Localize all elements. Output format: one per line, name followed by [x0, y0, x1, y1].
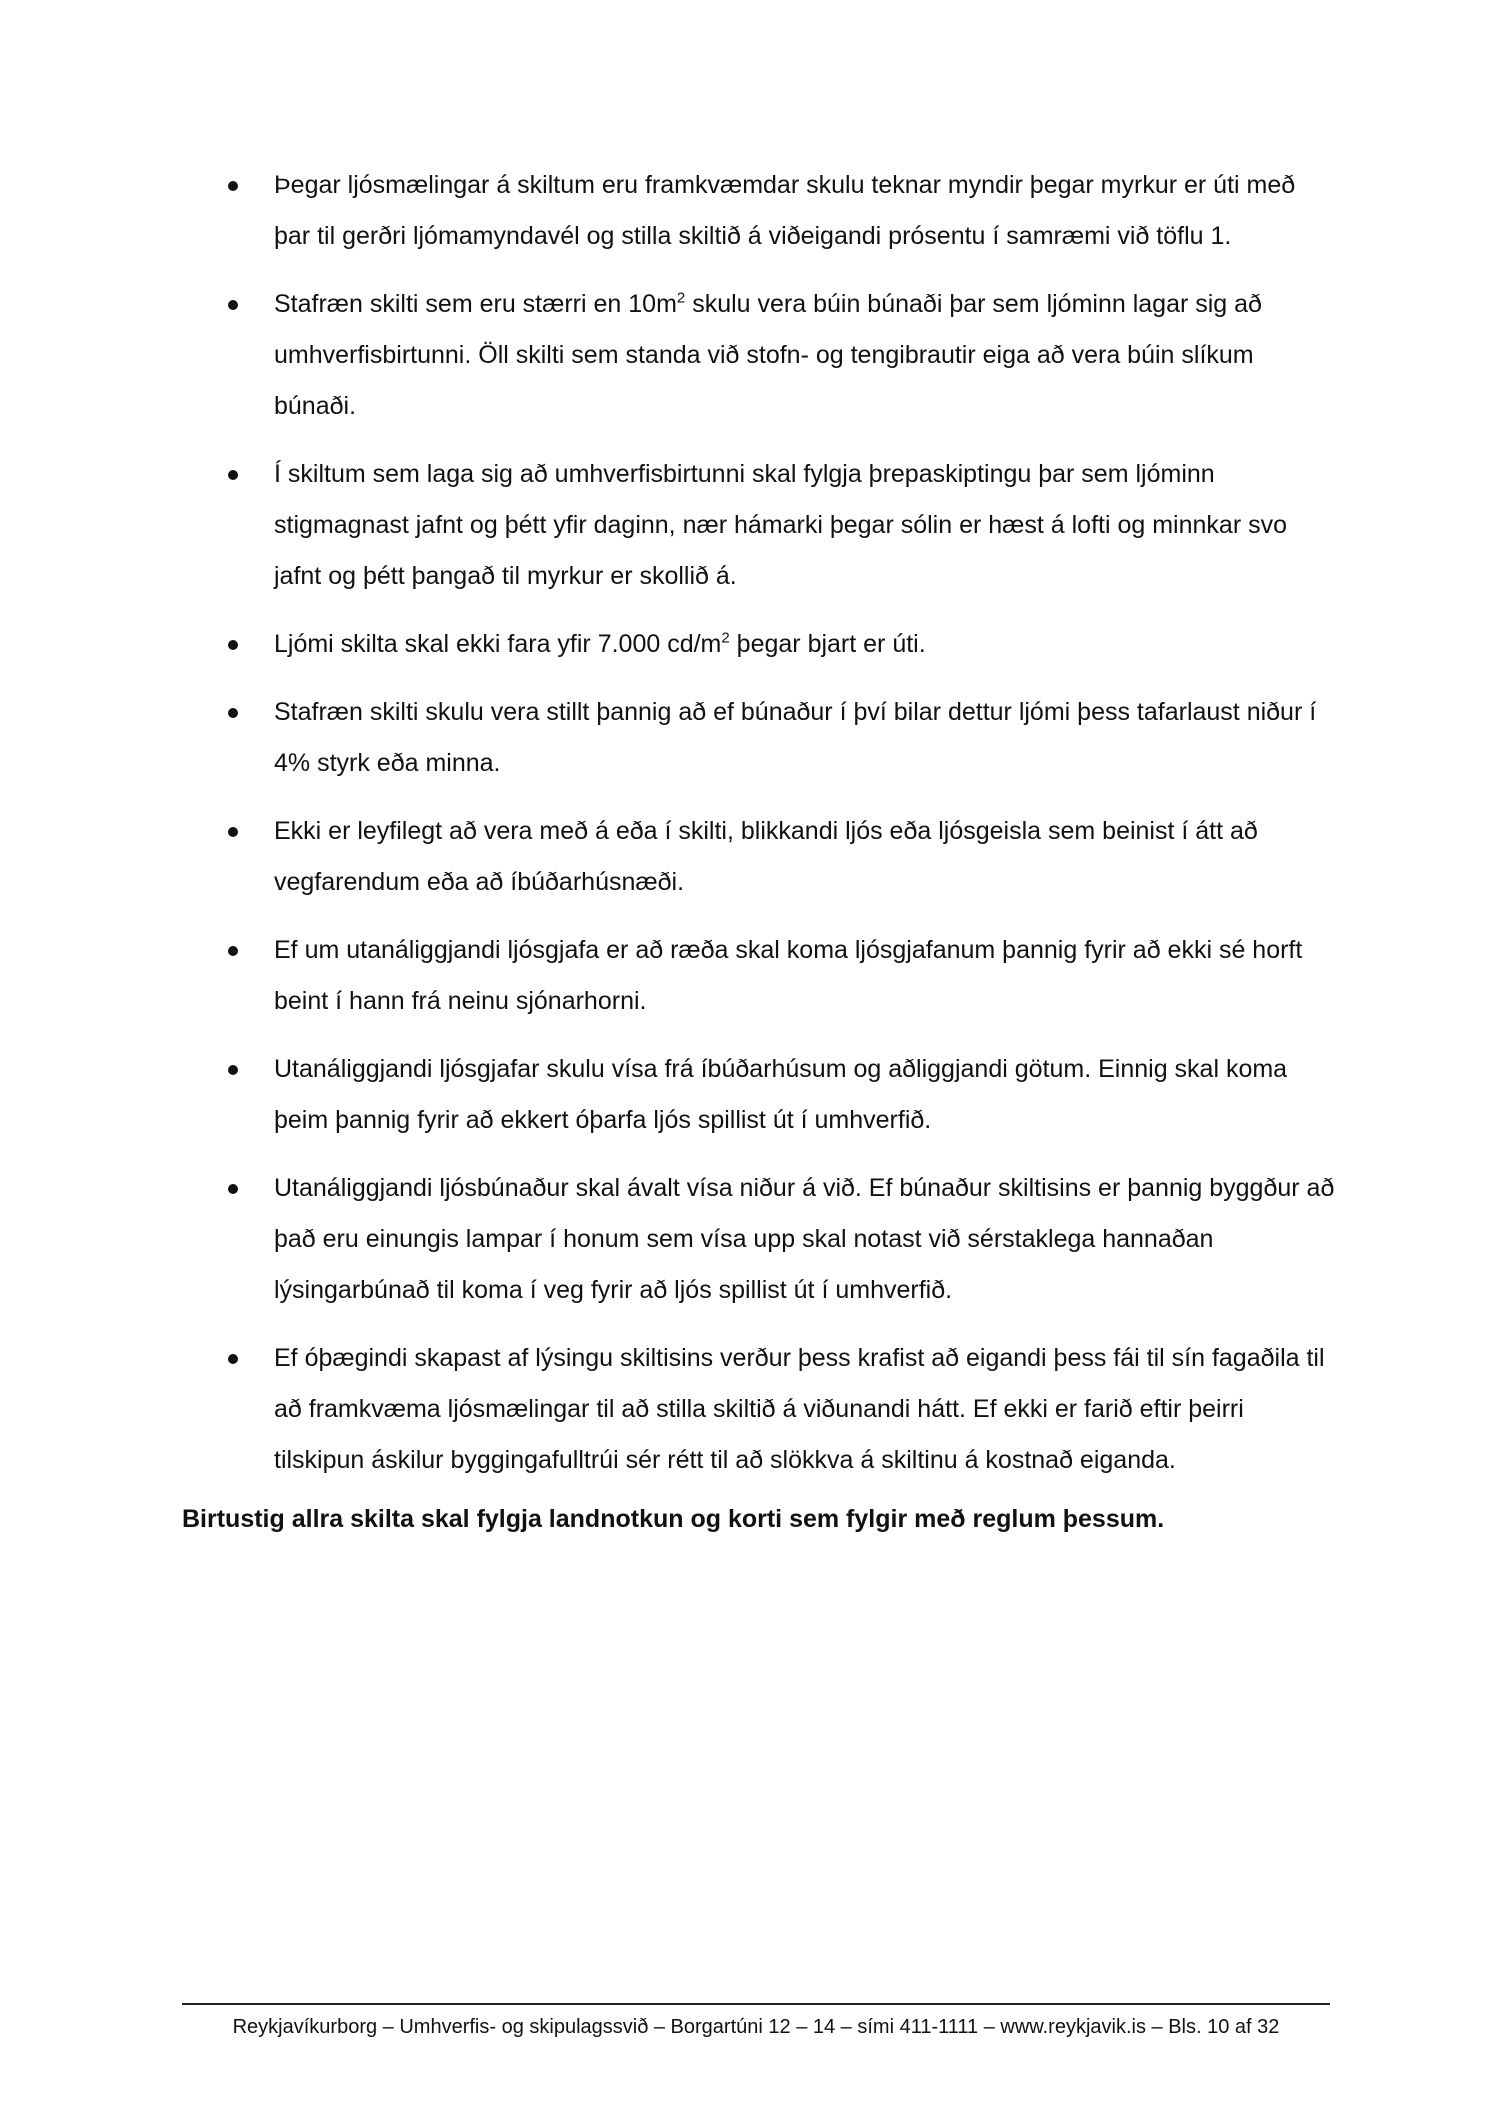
bullet-text: Ekki er leyfilegt að vera með á eða í skilti, blikkandi ljós eða ljósgeisla sem beinist í átt að vegfarendum eða að íbúðarhúsnæði. [274, 817, 1258, 896]
bullet-icon [228, 181, 238, 191]
bullet-text: Þegar ljósmælingar á skiltum eru framkvæmdar skulu teknar myndir þegar myrkur er úti með þar til gerðri ljómamyndavél og stilla skiltið á viðeigandi prósentu í samræmi við töflu 1. [274, 171, 1296, 250]
bullet-text: Utanáliggjandi ljósbúnaður skal ávalt vísa niður á við. Ef búnaður skiltisins er þannig byggður að það eru einungis lampar í honum sem vísa upp skal notast við sérstaklega hannaðan lýsingarbúnað til koma í veg fyrir að ljós spillist út í umhverfið. [274, 1174, 1335, 1304]
bullet-list [228, 160, 1338, 1503]
bullet-icon [228, 946, 238, 956]
bullet-text-part: Stafræn skilti sem eru stærri en 10m [274, 290, 677, 318]
list-item [228, 619, 1338, 670]
list-item [228, 160, 1338, 262]
bullet-text: Í skiltum sem laga sig að umhverfisbirtunni skal fylgja þrepaskiptingu þar sem ljóminn stigmagnast jafnt og þétt yfir daginn, nær hámarki þegar sólin er hæst á lofti og minnkar svo jafnt og þétt þangað til myrkur er skollið á. [274, 460, 1288, 590]
list-item [228, 279, 1338, 432]
bullet-text: Utanáliggjandi ljósgjafar skulu vísa frá íbúðarhúsum og aðliggjandi götum. Einnig skal koma þeim þannig fyrir að ekkert óþarfa ljós spillist út í umhverfið. [274, 1055, 1288, 1134]
footer-divider [182, 2003, 1330, 2005]
superscript: 2 [721, 629, 730, 647]
superscript: 2 [676, 289, 686, 307]
list-item [228, 449, 1338, 602]
page-footer: Reykjavíkurborg – Umhverfis- og skipulagssvið – Borgartúni 12 – 14 – sími 411-1111 – www.reykjavik.is – Bls. 10 af 32 [232, 2016, 1280, 2038]
list-item [228, 1044, 1338, 1146]
bullet-icon [228, 827, 238, 837]
bullet-icon [228, 1354, 238, 1364]
closing-statement: Birtustig allra skilta skal fylgja landnotkun og korti sem fylgir með reglum þessum. [182, 1505, 1165, 1533]
bullet-text-part: Ljómi skilta skal ekki fara yfir 7.000 cd/m [274, 630, 722, 658]
bullet-text-part: skulu vera búin búnaði þar sem ljóminn lagar sig að umhverfisbirtunni. Öll skilti sem standa við stofn- og tengibrautir eiga að vera búin slíkum búnaði. [274, 290, 1262, 420]
list-item [228, 1333, 1338, 1486]
bullet-icon [228, 470, 238, 480]
bullet-text: Ef um utanáliggjandi ljósgjafa er að ræða skal koma ljósgjafanum þannig fyrir að ekki sé horft beint í hann frá neinu sjónarhorni. [274, 936, 1303, 1015]
bullet-icon [228, 1184, 238, 1194]
list-item [228, 925, 1338, 1027]
bullet-icon [228, 640, 238, 650]
list-item [228, 806, 1338, 908]
bullet-text: Stafræn skilti skulu vera stillt þannig að ef búnaður í því bilar dettur ljómi þess tafarlaust niður í 4% styrk eða minna. [274, 698, 1317, 777]
list-item [228, 687, 1338, 789]
bullet-icon [228, 1065, 238, 1075]
list-item [228, 1163, 1338, 1316]
bullet-text-part: þegar bjart er úti. [729, 630, 926, 658]
bullet-text: Ef óþægindi skapast af lýsingu skiltisins verður þess krafist að eigandi þess fái til sín fagaðila til að framkvæma ljósmælingar til að stilla skiltið á viðunandi hátt. Ef ekki er farið eftir þeirri tilskipun áskilur byggingafulltrúi sér rétt til að slökkva á skiltinu á kostnað eiganda. [274, 1344, 1325, 1474]
bullet-icon [228, 300, 238, 310]
bullet-icon [228, 708, 238, 718]
